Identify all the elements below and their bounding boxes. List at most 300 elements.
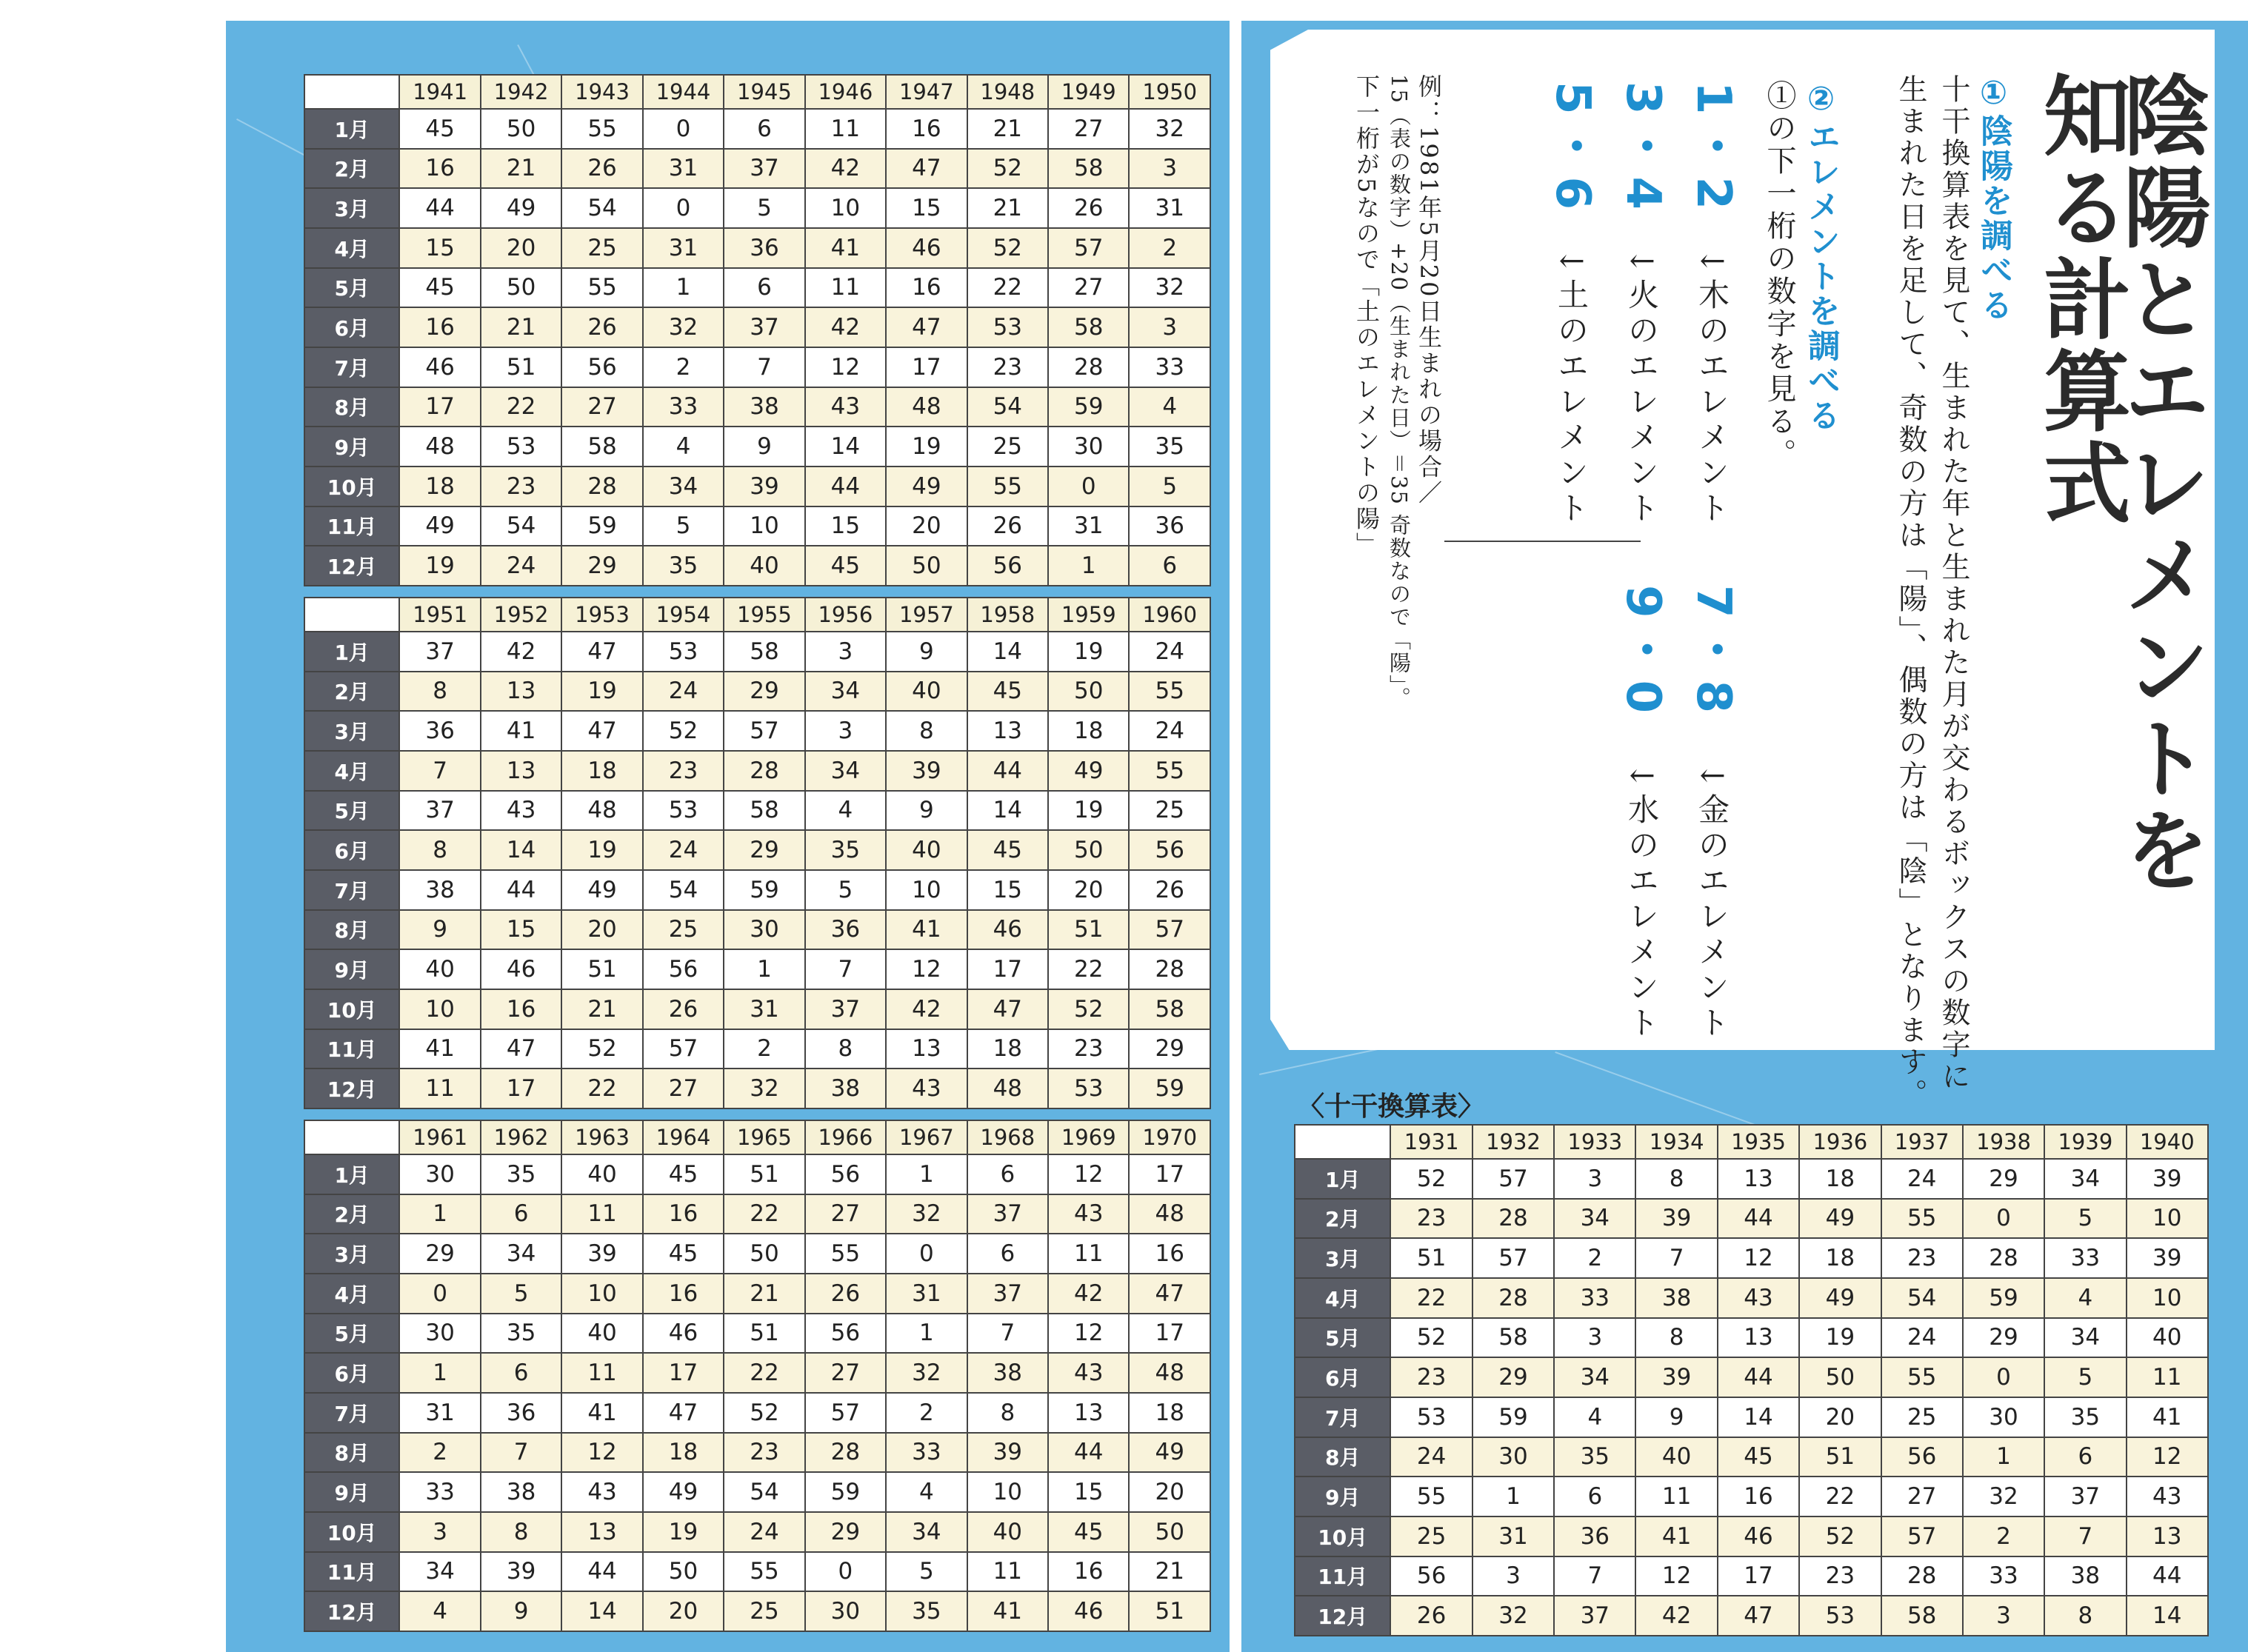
table-cell: 54	[724, 1472, 804, 1512]
table-cell: 28	[1048, 347, 1129, 387]
table-cell: 29	[1472, 1357, 1554, 1397]
table-cell: 58	[1472, 1318, 1554, 1358]
table-cell: 0	[1963, 1199, 2044, 1239]
table-cell: 41	[886, 910, 967, 950]
month-label: 11月	[304, 506, 399, 546]
table-cell: 57	[643, 1029, 724, 1069]
year-header: 1963	[561, 1120, 642, 1154]
table-row	[1295, 1357, 2208, 1397]
table-cell: 50	[1129, 1512, 1210, 1552]
month-label: 2月	[304, 149, 399, 189]
table-cell: 11	[805, 109, 886, 149]
table-cell: 18	[1799, 1238, 1881, 1278]
table-cell: 5	[886, 1552, 967, 1592]
table-cell: 19	[561, 830, 642, 870]
table-cell: 11	[1635, 1477, 1717, 1516]
table-cell: 41	[561, 1393, 642, 1433]
title-line-1: 陰陽とエレメントを	[2109, 70, 2211, 897]
table-cell: 26	[643, 989, 724, 1029]
table-cell: 1	[1472, 1477, 1554, 1516]
table-cell: 10	[967, 1472, 1048, 1512]
table-cell: 34	[886, 1512, 967, 1552]
table-cell: 23	[967, 347, 1048, 387]
table-cell: 51	[481, 347, 561, 387]
table-cell: 43	[1718, 1278, 1799, 1318]
month-label: 9月	[304, 427, 399, 466]
table-cell: 39	[1635, 1199, 1717, 1239]
table-cell: 42	[481, 632, 561, 672]
table-cell: 53	[481, 427, 561, 466]
table-row	[304, 347, 1210, 387]
table-cell: 23	[481, 466, 561, 506]
table-cell: 11	[2127, 1357, 2208, 1397]
year-header: 1970	[1129, 1120, 1210, 1154]
table-cell: 26	[561, 149, 642, 189]
page-gutter	[1230, 0, 1241, 1652]
table-cell: 50	[481, 109, 561, 149]
table-cell: 34	[805, 672, 886, 712]
table-cell: 51	[724, 1314, 804, 1354]
corner-cell	[304, 75, 399, 109]
table-cell: 23	[1390, 1357, 1472, 1397]
table-cell: 31	[886, 1274, 967, 1314]
table-row	[1295, 1516, 2208, 1556]
table-cell: 52	[967, 228, 1048, 268]
year-header: 1961	[399, 1120, 480, 1154]
table-cell: 2	[399, 1433, 480, 1473]
table-cell: 12	[2127, 1437, 2208, 1477]
table-cell: 14	[1718, 1397, 1799, 1437]
table-cell: 37	[1554, 1596, 1635, 1636]
year-header: 1935	[1718, 1125, 1799, 1159]
table-row	[304, 1069, 1210, 1108]
table-cell: 22	[967, 268, 1048, 308]
table-row	[304, 109, 1210, 149]
table-cell: 7	[1554, 1556, 1635, 1596]
element-nums-9-0: 9・0	[1615, 585, 1670, 721]
table-cell: 38	[481, 1472, 561, 1512]
year-header: 1959	[1048, 598, 1129, 632]
table-cell: 33	[399, 1472, 480, 1512]
table-cell: 16	[1129, 1234, 1210, 1274]
table-cell: 2	[886, 1393, 967, 1433]
table-cell: 41	[967, 1591, 1048, 1631]
table-cell: 17	[1718, 1556, 1799, 1596]
table-row	[304, 188, 1210, 228]
table-cell: 29	[1129, 1029, 1210, 1069]
table-row	[304, 427, 1210, 466]
table-cell: 29	[805, 1512, 886, 1552]
table-cell: 13	[886, 1029, 967, 1069]
table-cell: 49	[1129, 1433, 1210, 1473]
table-cell: 29	[724, 830, 804, 870]
table-cell: 16	[643, 1274, 724, 1314]
table-row	[304, 1154, 1210, 1194]
table-cell: 23	[724, 1433, 804, 1473]
month-label: 6月	[304, 830, 399, 870]
table-cell: 28	[1881, 1556, 1963, 1596]
table-cell: 20	[481, 228, 561, 268]
table-cell: 9	[399, 910, 480, 950]
table-cell: 28	[1963, 1238, 2044, 1278]
table-cell: 3	[805, 711, 886, 751]
table-cell: 14	[2127, 1596, 2208, 1636]
element-nums-3-4: 3・4	[1615, 81, 1670, 218]
table-cell: 0	[886, 1234, 967, 1274]
table-cell: 1	[1963, 1437, 2044, 1477]
table-cell: 28	[1472, 1278, 1554, 1318]
table-cell: 43	[1048, 1353, 1129, 1393]
table-cell: 16	[1048, 1552, 1129, 1592]
table-cell: 26	[1048, 188, 1129, 228]
table-cell: 54	[561, 188, 642, 228]
table-cell: 9	[724, 427, 804, 466]
table-cell: 21	[967, 188, 1048, 228]
table-cell: 19	[1799, 1318, 1881, 1358]
year-header: 1947	[886, 75, 967, 109]
table-cell: 42	[1635, 1596, 1717, 1636]
table-cell: 44	[1718, 1199, 1799, 1239]
table-row	[304, 149, 1210, 189]
table-cell: 12	[1718, 1238, 1799, 1278]
table-cell: 31	[724, 989, 804, 1029]
year-header: 1966	[805, 1120, 886, 1154]
year-header: 1939	[2044, 1125, 2126, 1159]
table-cell: 22	[561, 1069, 642, 1108]
table-cell: 30	[399, 1314, 480, 1354]
table-cell: 58	[1129, 989, 1210, 1029]
month-label: 10月	[304, 466, 399, 506]
table-cell: 27	[1048, 268, 1129, 308]
table-cell: 33	[1554, 1278, 1635, 1318]
table-cell: 36	[1554, 1516, 1635, 1556]
table-cell: 57	[1129, 910, 1210, 950]
table-cell: 28	[724, 751, 804, 791]
table-cell: 51	[1129, 1591, 1210, 1631]
month-label: 8月	[304, 387, 399, 427]
table-cell: 52	[1390, 1318, 1472, 1358]
table-cell: 40	[886, 830, 967, 870]
year-header: 1932	[1472, 1125, 1554, 1159]
table-cell: 10	[805, 188, 886, 228]
table-cell: 5	[724, 188, 804, 228]
table-cell: 47	[886, 149, 967, 189]
table-cell: 19	[561, 672, 642, 712]
table-cell: 38	[967, 1353, 1048, 1393]
table-cell: 55	[561, 268, 642, 308]
table-cell: 34	[399, 1552, 480, 1592]
table-row	[1295, 1437, 2208, 1477]
table-cell: 3	[805, 632, 886, 672]
table-cell: 3	[1554, 1318, 1635, 1358]
month-label: 5月	[1295, 1318, 1390, 1358]
table-cell: 26	[967, 506, 1048, 546]
table-cell: 47	[561, 632, 642, 672]
table-cell: 49	[1048, 751, 1129, 791]
element-heading: ②エレメントを調べる	[1802, 80, 1840, 433]
table-cell: 37	[805, 989, 886, 1029]
table-cell: 24	[1129, 632, 1210, 672]
conversion-table-1951-1960	[304, 597, 1211, 1109]
table-cell: 11	[561, 1353, 642, 1393]
table-cell: 0	[1048, 466, 1129, 506]
table-row	[304, 1552, 1210, 1592]
table-cell: 15	[399, 228, 480, 268]
table-cell: 57	[805, 1393, 886, 1433]
table-row	[304, 1512, 1210, 1552]
table-cell: 4	[886, 1472, 967, 1512]
table-cell: 27	[805, 1194, 886, 1234]
title-line-2: 知る計算式	[2029, 70, 2131, 529]
corner-cell	[304, 598, 399, 632]
table-cell: 42	[805, 149, 886, 189]
table-cell: 34	[1554, 1357, 1635, 1397]
table-cell: 20	[1129, 1472, 1210, 1512]
table-cell: 51	[1799, 1437, 1881, 1477]
table-cell: 53	[967, 307, 1048, 347]
table-cell: 54	[967, 387, 1048, 427]
element-nums-1-2: 1・2	[1686, 81, 1741, 218]
table-row	[304, 751, 1210, 791]
table-cell: 55	[805, 1234, 886, 1274]
table-cell: 44	[481, 870, 561, 910]
table-cell: 30	[1963, 1397, 2044, 1437]
table-cell: 39	[1635, 1357, 1717, 1397]
table-cell: 49	[1799, 1278, 1881, 1318]
table-row	[304, 870, 1210, 910]
month-label: 4月	[304, 751, 399, 791]
table-cell: 45	[399, 109, 480, 149]
table-cell: 15	[481, 910, 561, 950]
table-cell: 8	[967, 1393, 1048, 1433]
table-cell: 53	[643, 791, 724, 831]
table-cell: 59	[1472, 1397, 1554, 1437]
table-cell: 52	[1390, 1159, 1472, 1199]
table-cell: 7	[967, 1314, 1048, 1354]
table-cell: 32	[886, 1194, 967, 1234]
table-cell: 38	[805, 1069, 886, 1108]
table-cell: 6	[967, 1154, 1048, 1194]
table-cell: 49	[643, 1472, 724, 1512]
table-cell: 23	[1881, 1238, 1963, 1278]
month-label: 4月	[304, 1274, 399, 1314]
table-cell: 13	[561, 1512, 642, 1552]
table-cell: 28	[1472, 1199, 1554, 1239]
table-cell: 14	[561, 1591, 642, 1631]
month-label: 11月	[304, 1552, 399, 1592]
table-cell: 0	[805, 1552, 886, 1592]
table-cell: 34	[481, 1234, 561, 1274]
table-cell: 38	[724, 387, 804, 427]
table-cell: 16	[886, 268, 967, 308]
table-cell: 0	[399, 1274, 480, 1314]
table-cell: 8	[399, 672, 480, 712]
table-cell: 55	[1129, 672, 1210, 712]
month-label: 11月	[1295, 1556, 1390, 1596]
table-cell: 26	[805, 1274, 886, 1314]
table-cell: 13	[481, 751, 561, 791]
table-cell: 24	[1881, 1159, 1963, 1199]
table-cell: 20	[1799, 1397, 1881, 1437]
table-cell: 12	[1635, 1556, 1717, 1596]
table-cell: 1	[886, 1314, 967, 1354]
table-cell: 33	[643, 387, 724, 427]
table-cell: 5	[805, 870, 886, 910]
table-cell: 59	[805, 1472, 886, 1512]
table-row	[1295, 1596, 2208, 1636]
month-label: 8月	[304, 1433, 399, 1473]
table-cell: 1	[399, 1194, 480, 1234]
table-cell: 3	[1472, 1556, 1554, 1596]
table-cell: 1	[886, 1154, 967, 1194]
corner-cell	[304, 1120, 399, 1154]
table-row	[304, 910, 1210, 950]
table-row	[304, 228, 1210, 268]
table-cell: 18	[643, 1433, 724, 1473]
table-cell: 21	[481, 149, 561, 189]
table-cell: 35	[1129, 427, 1210, 466]
table-cell: 31	[643, 149, 724, 189]
table-cell: 5	[643, 506, 724, 546]
intro-text-1: 十干換算表を見て、生まれた年と生まれた月が交わるボックスの数字に	[1937, 74, 1970, 1093]
table-cell: 13	[1718, 1159, 1799, 1199]
table-cell: 34	[1554, 1199, 1635, 1239]
table-cell: 26	[561, 307, 642, 347]
year-header: 1942	[481, 75, 561, 109]
table-cell: 11	[561, 1194, 642, 1234]
table-cell: 42	[886, 989, 967, 1029]
table-cell: 49	[1799, 1199, 1881, 1239]
table-cell: 8	[481, 1512, 561, 1552]
table-cell: 48	[561, 791, 642, 831]
table-cell: 56	[561, 347, 642, 387]
year-header: 1941	[399, 75, 480, 109]
table-cell: 50	[1799, 1357, 1881, 1397]
table-row	[304, 1234, 1210, 1274]
table-cell: 18	[1048, 711, 1129, 751]
month-label: 10月	[1295, 1516, 1390, 1556]
table-cell: 38	[2044, 1556, 2126, 1596]
table-cell: 0	[643, 188, 724, 228]
month-label: 4月	[1295, 1278, 1390, 1318]
year-header: 1952	[481, 598, 561, 632]
table-cell: 58	[724, 791, 804, 831]
month-label: 12月	[304, 1591, 399, 1631]
table-cell: 27	[561, 387, 642, 427]
month-label: 1月	[1295, 1159, 1390, 1199]
table-cell: 6	[1129, 546, 1210, 586]
table-cell: 56	[805, 1314, 886, 1354]
table-cell: 45	[1048, 1512, 1129, 1552]
table-row	[1295, 1159, 2208, 1199]
year-header-row	[304, 598, 1210, 632]
table-cell: 43	[2127, 1477, 2208, 1516]
table-cell: 19	[399, 546, 480, 586]
table-cell: 23	[643, 751, 724, 791]
table-row	[304, 1433, 1210, 1473]
table-cell: 14	[967, 632, 1048, 672]
table-cell: 16	[399, 307, 480, 347]
table-cell: 13	[2127, 1516, 2208, 1556]
table-row	[304, 1194, 1210, 1234]
table-cell: 47	[1129, 1274, 1210, 1314]
table-cell: 7	[481, 1433, 561, 1473]
table-cell: 50	[481, 268, 561, 308]
table-cell: 16	[643, 1194, 724, 1234]
table-cell: 35	[886, 1591, 967, 1631]
table-cell: 26	[1390, 1596, 1472, 1636]
table-cell: 21	[1129, 1552, 1210, 1592]
table-cell: 43	[886, 1069, 967, 1108]
table-cell: 34	[643, 466, 724, 506]
table-cell: 55	[1881, 1357, 1963, 1397]
table-cell: 59	[1129, 1069, 1210, 1108]
table-cell: 23	[1799, 1556, 1881, 1596]
table-cell: 46	[399, 347, 480, 387]
table-cell: 34	[2044, 1318, 2126, 1358]
table-cell: 32	[1963, 1477, 2044, 1516]
table-cell: 12	[886, 949, 967, 989]
table-cell: 45	[643, 1154, 724, 1194]
element-label-wood: ↓木のエレメント	[1694, 248, 1730, 528]
table-cell: 29	[561, 546, 642, 586]
table-row	[304, 711, 1210, 751]
table-cell: 48	[399, 427, 480, 466]
table-cell: 22	[1048, 949, 1129, 989]
element-label-water: ↓水のエレメント	[1624, 763, 1660, 1043]
table-cell: 3	[399, 1512, 480, 1552]
table-row	[1295, 1477, 2208, 1516]
table-cell: 54	[481, 506, 561, 546]
table-cell: 24	[1390, 1437, 1472, 1477]
year-header: 1931	[1390, 1125, 1472, 1159]
month-label: 2月	[304, 1194, 399, 1234]
table-cell: 4	[399, 1591, 480, 1631]
month-label: 9月	[1295, 1477, 1390, 1516]
table-cell: 40	[561, 1154, 642, 1194]
table-cell: 0	[643, 109, 724, 149]
table-cell: 52	[561, 1029, 642, 1069]
table-cell: 12	[1048, 1314, 1129, 1354]
table-cell: 40	[967, 1512, 1048, 1552]
year-header: 1969	[1048, 1120, 1129, 1154]
table-cell: 3	[1129, 307, 1210, 347]
year-header: 1951	[399, 598, 480, 632]
table-cell: 15	[967, 870, 1048, 910]
table-cell: 28	[561, 466, 642, 506]
table-cell: 9	[886, 632, 967, 672]
year-header: 1958	[967, 598, 1048, 632]
table-cell: 6	[724, 268, 804, 308]
table-cell: 50	[1048, 830, 1129, 870]
table-cell: 25	[1390, 1516, 1472, 1556]
table-cell: 34	[805, 751, 886, 791]
table-cell: 45	[1718, 1437, 1799, 1477]
table-cell: 50	[886, 546, 967, 586]
table-cell: 45	[967, 672, 1048, 712]
table-cell: 6	[1554, 1477, 1635, 1516]
table-cell: 57	[1881, 1516, 1963, 1556]
table-cell: 21	[481, 307, 561, 347]
table-cell: 13	[1048, 1393, 1129, 1433]
table-row	[304, 307, 1210, 347]
table-cell: 22	[1799, 1477, 1881, 1516]
month-label: 6月	[304, 1353, 399, 1393]
table-cell: 39	[886, 751, 967, 791]
table-cell: 15	[1048, 1472, 1129, 1512]
table-cell: 54	[1881, 1278, 1963, 1318]
table-cell: 6	[724, 109, 804, 149]
